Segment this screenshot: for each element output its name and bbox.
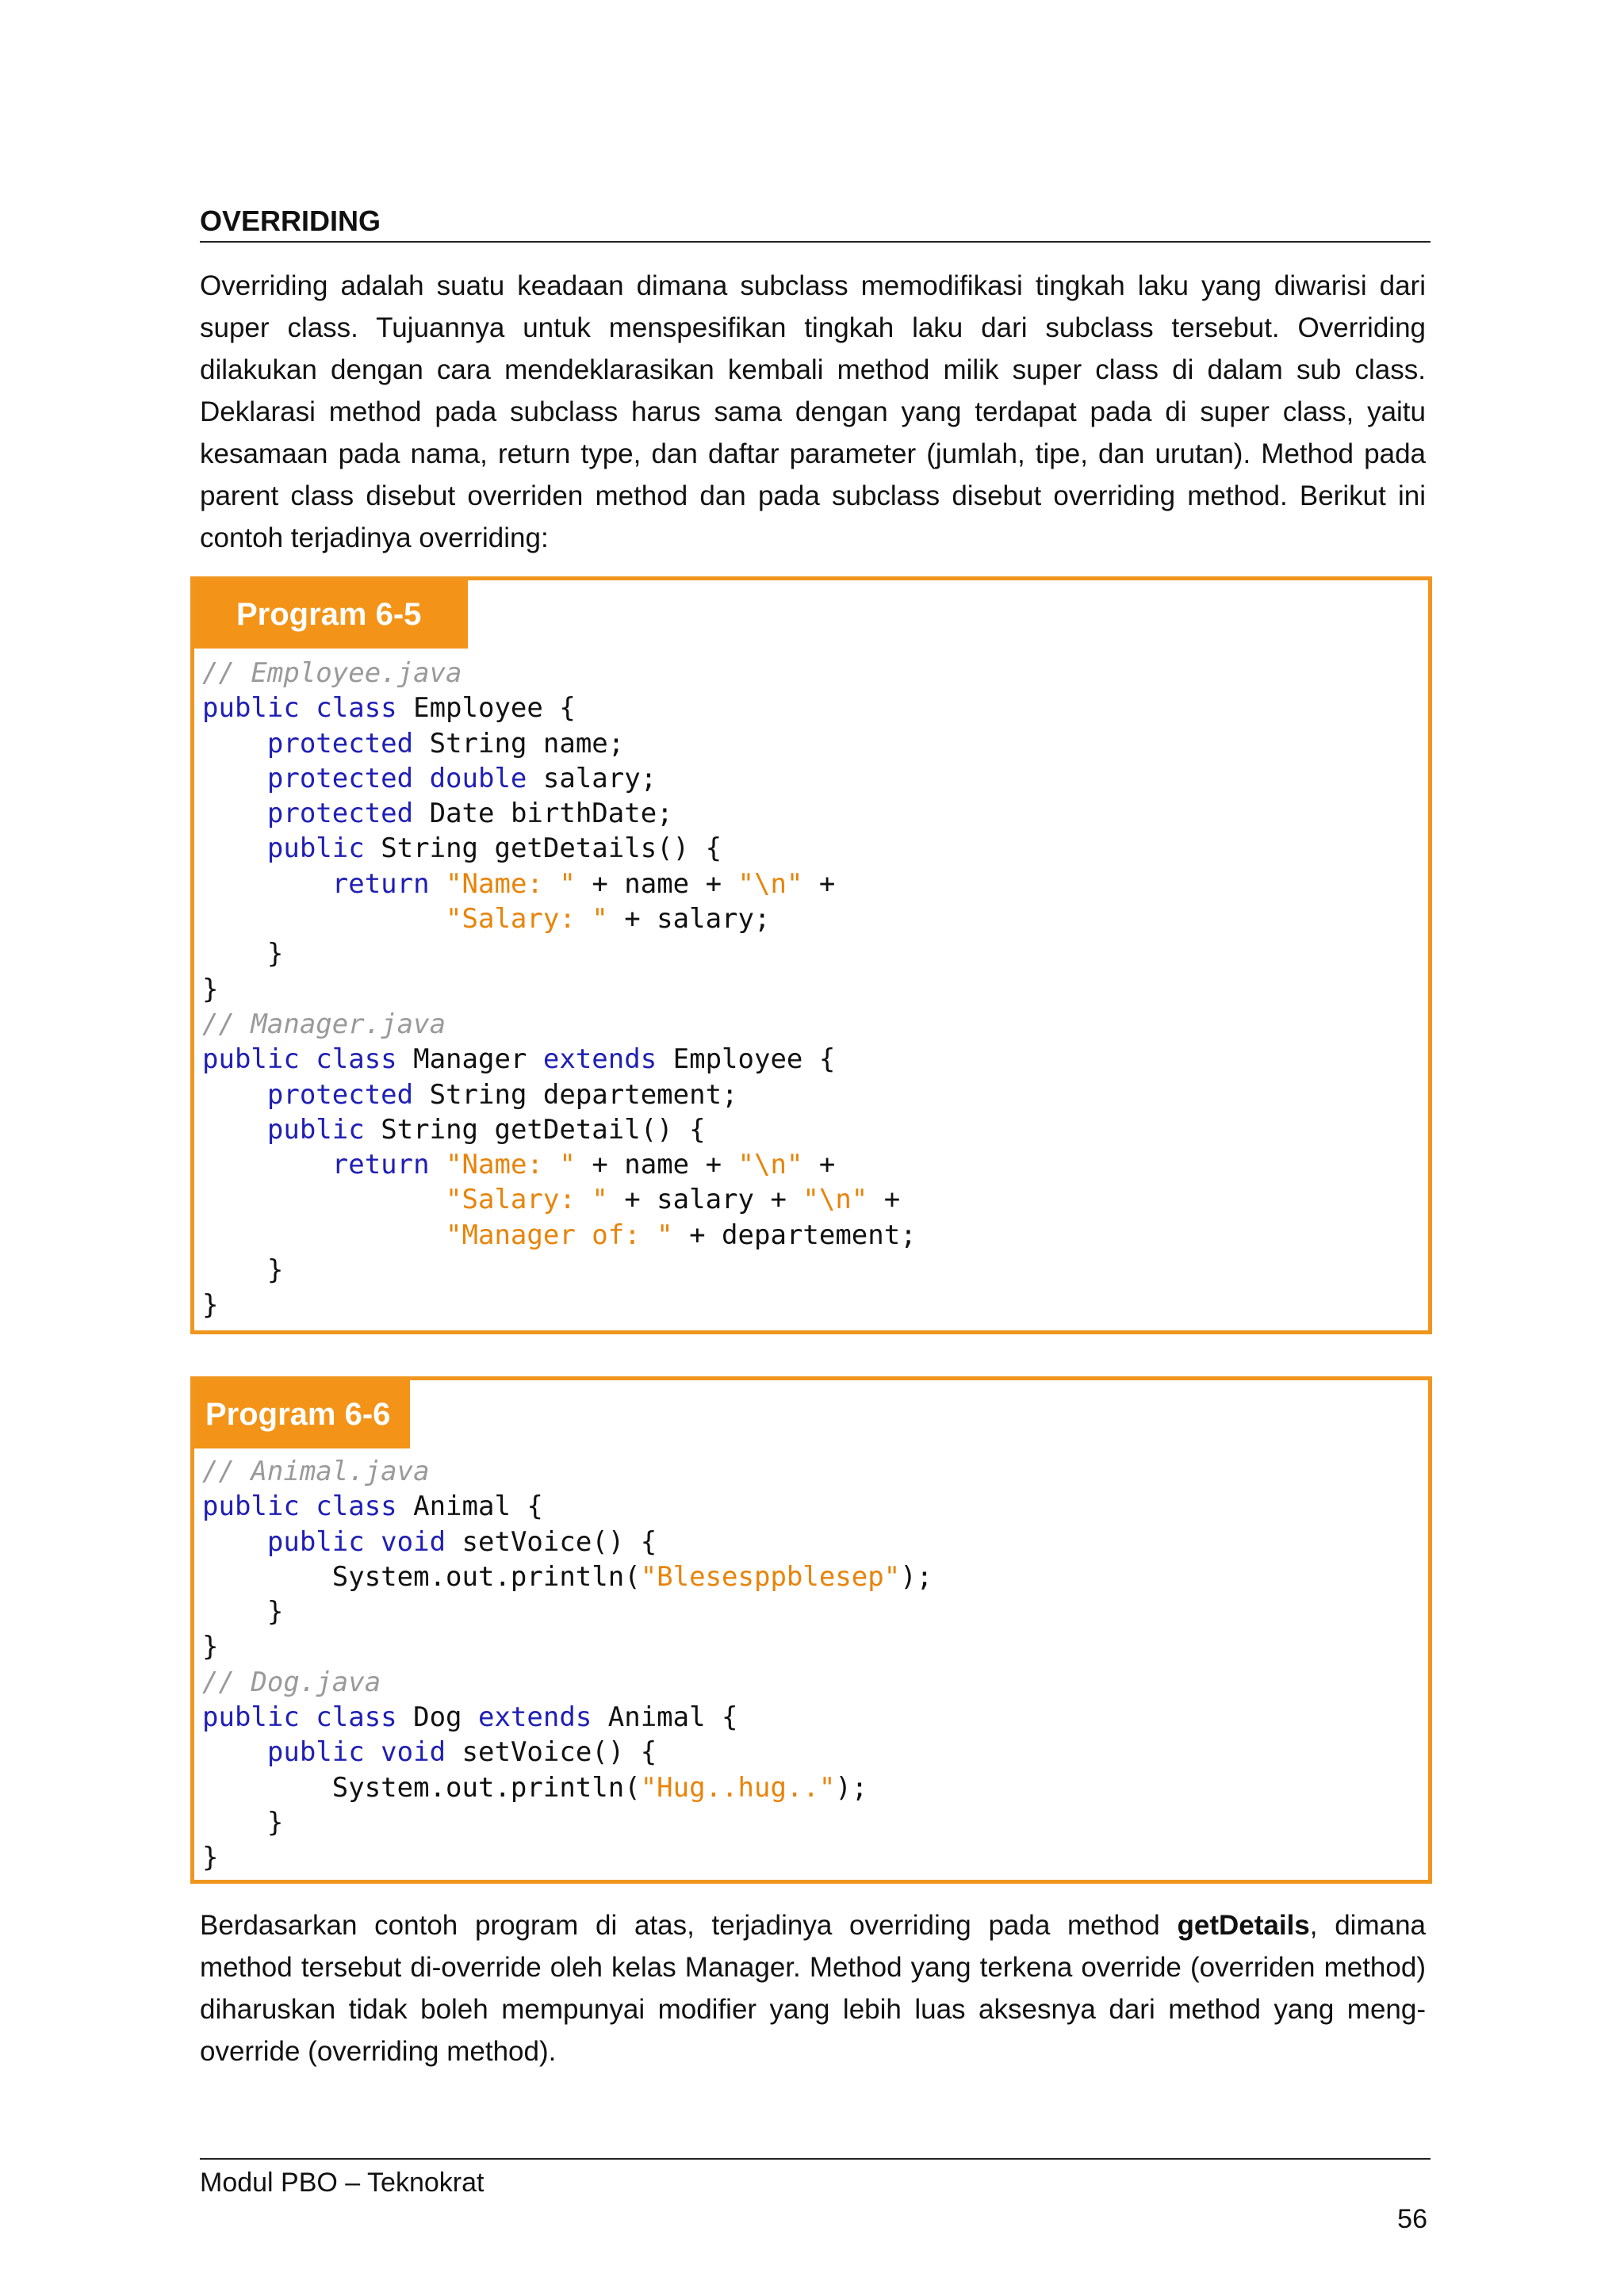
page-number: 56 [1397,2204,1427,2234]
code-text: salary; [527,762,657,794]
code-box-program-6-6 [190,1376,1432,1884]
code-keyword: public class [202,1701,397,1734]
code-text: Manager [396,1043,543,1076]
code-text: setVoice() { [446,1736,657,1769]
code-keyword: public class [202,1490,397,1523]
code-string: "Blesesppblesep" [640,1560,901,1593]
code-line [202,867,917,901]
code-keyword: extends [478,1701,592,1734]
code-text: String departement; [413,1078,738,1111]
code-text [202,1114,267,1146]
code-text: Animal { [396,1490,543,1523]
code-text: + [802,867,836,900]
code-text: Employee { [657,1043,836,1076]
code-string: "\n" [737,867,803,900]
code-line [202,691,917,725]
code-line [202,1665,933,1700]
program-title: Program 6-6 [194,1380,410,1448]
method-name-bold: getDetails [1177,1910,1310,1941]
code-comment: // Employee.java [202,657,462,689]
code-text: Animal { [592,1701,738,1734]
code-line [202,1112,917,1147]
code-text [202,903,446,935]
code-line [202,1007,917,1042]
code-line [202,1805,933,1840]
code-text [202,728,267,760]
code-line [202,831,917,866]
code-text: + [802,1149,836,1181]
code-line [202,972,917,1007]
code-text: } [202,1596,284,1628]
code-text: } [202,938,284,970]
code-text [202,1526,267,1558]
conclusion-paragraph [200,1904,1426,2072]
code-keyword: public [266,832,365,865]
code-keyword: protected [266,727,414,760]
code-text: System.out.println( [202,1771,641,1804]
code-line [202,1594,933,1629]
code-line [202,656,917,691]
code-line [202,1288,917,1322]
code-text [202,1079,267,1111]
code-text: + name + [575,867,738,900]
code-text: setVoice() { [446,1525,657,1558]
code-text: Dog [396,1701,478,1734]
code-string: "Salary: " [446,1184,608,1216]
code-string: "\n" [737,1149,803,1181]
code-comment: // Animal.java [202,1456,430,1487]
code-text [202,832,267,864]
code-text: + [868,1184,901,1216]
code-text [202,1149,332,1181]
code-line [202,1840,933,1875]
code-line [202,1182,917,1217]
code-text: } [202,1254,284,1287]
code-keyword: public void [266,1736,446,1769]
program-title: Program 6-5 [194,580,468,649]
code-text: + salary; [607,903,771,936]
code-line [202,1147,917,1182]
code-line [202,1735,933,1770]
code-box-program-6-5 [190,576,1432,1334]
code-string: "Manager of: " [446,1219,673,1251]
code-string: "\n" [802,1184,868,1216]
code-line [202,1489,933,1524]
section-heading: OVERRIDING [200,203,1431,243]
code-text: String getDetail() { [364,1113,706,1146]
code-text [430,1149,446,1181]
code-line [202,1454,933,1489]
code-keyword: return [331,867,430,900]
code-line [202,901,917,936]
conclusion-text-before: Berdasarkan contoh program di atas, terjadinya overriding pada method [200,1910,1178,1941]
code-text [202,868,332,900]
code-text: } [202,1806,284,1839]
code-text: Employee { [396,692,576,725]
code-line [202,1253,917,1288]
code-text [202,798,267,829]
code-listing [202,1454,933,1876]
conclusion-text-after: , dimana method tersebut di-override oleh kelas Manager. Method yang terkena override (overriden method) diharuskan tidak boleh mempunyai modifier yang lebih luas aksesnya dari method yang meng-override (overriding method). [200,1910,1426,2067]
code-line [202,1700,933,1735]
code-text: String name; [413,727,625,760]
code-text: Date birthDate; [413,798,673,830]
code-text [202,1184,446,1215]
code-text: } [202,1289,219,1322]
code-line [202,1525,933,1559]
code-text: } [202,1631,219,1663]
code-text [202,1736,267,1768]
code-line [202,1077,917,1112]
code-keyword: public void [266,1525,446,1558]
code-string: "Hug..hug.." [640,1771,836,1804]
code-keyword: return [331,1149,430,1181]
code-keyword: public [266,1113,365,1146]
code-text: String getDetails() { [364,832,722,865]
code-keyword: protected [266,1078,414,1111]
code-text: + departement; [672,1219,917,1251]
code-string: "Name: " [446,867,576,900]
code-keyword: protected [266,798,414,830]
code-line [202,1629,933,1664]
intro-paragraph: Overriding adalah suatu keadaan dimana subclass memodifikasi tingkah laku yang diwarisi dari super class. Tujuannya untuk menspesifikan tingkah laku dari subclass tersebut. Overriding dilakukan dengan cara mendeklarasikan kembali method milik super class di dalam sub class. Deklarasi method pada subclass harus sama dengan yang terdapat pada di super class, yaitu kesamaan pada nama, return type, dan daftar parameter (jumlah, tipe, dan urutan). Method pada parent class disebut overriden method dan pada subclass disebut overriding method. Berikut ini contoh terjadinya overriding: [200,270,1426,553]
code-text [202,1219,446,1251]
footer-divider [200,2158,1431,2160]
code-text: ); [900,1560,933,1593]
code-text [202,763,267,794]
code-keyword: protected double [266,762,527,794]
code-listing [202,656,917,1323]
code-text: } [202,1842,219,1874]
code-text: + salary + [607,1184,803,1216]
code-line [202,726,917,761]
code-text: ); [835,1771,868,1804]
code-line [202,1770,933,1805]
code-line [202,1218,917,1253]
code-text: System.out.println( [202,1560,641,1593]
code-keyword: public class [202,1043,397,1076]
code-comment: // Manager.java [202,1008,446,1040]
code-keyword: extends [542,1043,657,1076]
code-line [202,796,917,831]
code-keyword: public class [202,692,397,725]
code-line [202,1559,933,1594]
code-text [430,868,446,900]
code-line [202,936,917,971]
code-line [202,761,917,796]
code-text: + name + [575,1149,738,1181]
code-string: "Salary: " [446,903,608,936]
code-string: "Name: " [446,1149,576,1181]
code-text: } [202,973,219,1005]
code-comment: // Dog.java [202,1666,381,1698]
code-line [202,1042,917,1077]
footer-module-name: Modul PBO – Teknokrat [200,2168,485,2198]
